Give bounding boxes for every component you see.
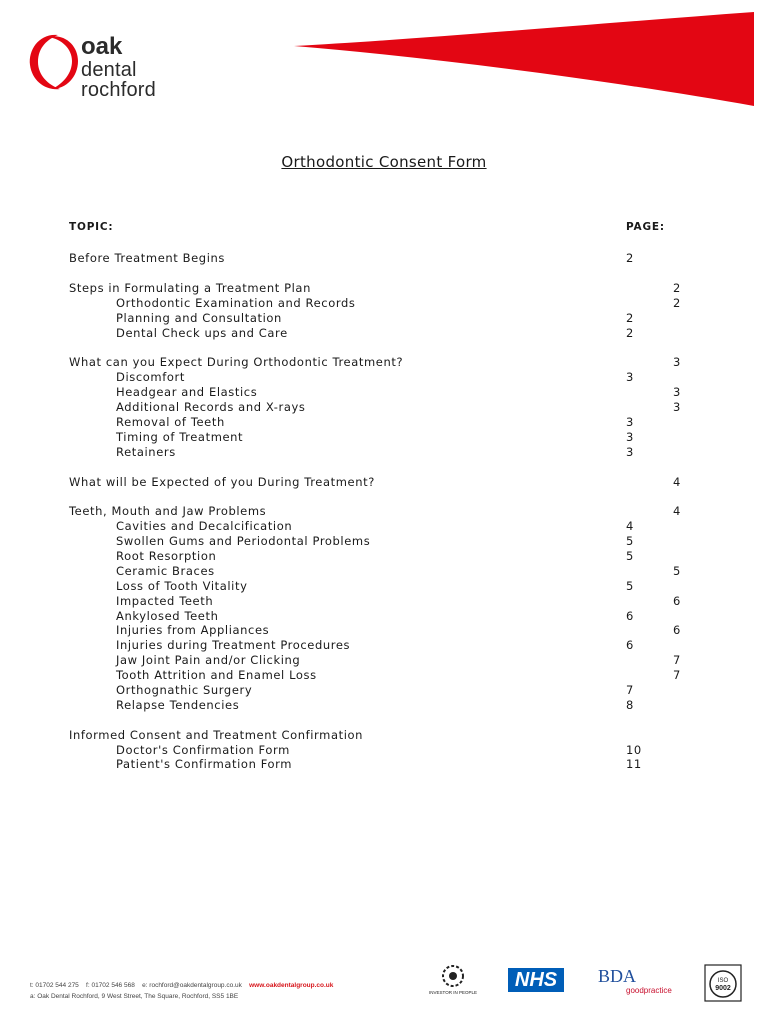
toc-item-page: 3: [626, 370, 634, 384]
toc-item-label: Dental Check ups and Care: [116, 326, 288, 340]
toc-item-page: 5: [626, 579, 634, 593]
toc-item-page: 2: [626, 251, 634, 265]
toc-item-label: Orthognathic Surgery: [116, 683, 253, 697]
toc-item-label: Ankylosed Teeth: [116, 609, 219, 623]
toc-item-page: 6: [673, 594, 681, 608]
toc-item-label: Orthodontic Examination and Records: [116, 296, 356, 310]
toc-subitem: [116, 534, 690, 549]
toc-item-page: 2: [626, 326, 634, 340]
toc-item-page: 5: [626, 534, 634, 548]
toc-subitem: [116, 445, 690, 460]
toc-item-label: Informed Consent and Treatment Confirmation: [69, 728, 364, 742]
toc-item-label: Planning and Consultation: [116, 311, 282, 325]
toc-item-label: What can you Expect During Orthodontic Treatment?: [69, 355, 404, 369]
toc-item-label: Removal of Teeth: [116, 415, 225, 429]
page-title: Orthodontic Consent Form: [281, 153, 487, 171]
logo-line-dental: dental: [81, 59, 137, 81]
nhs-logo: NHS: [508, 968, 564, 992]
toc-section: [69, 504, 690, 519]
toc-item-label: Loss of Tooth Vitality: [116, 579, 248, 593]
toc-subitem: [116, 623, 690, 638]
toc-item-label: What will be Expected of you During Treatment?: [69, 475, 375, 489]
toc-item-label: Steps in Formulating a Treatment Plan: [69, 281, 311, 295]
toc-subitem: [116, 698, 690, 713]
toc-item-label: Patient's Confirmation Form: [116, 757, 293, 771]
toc-subitem: [116, 564, 690, 579]
toc-item-label: Impacted Teeth: [116, 594, 214, 608]
toc-item-label: Jaw Joint Pain and/or Clicking: [116, 653, 301, 667]
bda-good-practice-badge: [590, 966, 680, 996]
toc-item-page: 6: [626, 609, 634, 623]
svg-text:ISO: ISO: [717, 978, 729, 984]
toc-subitem: [116, 638, 690, 653]
footer-line-1: [30, 980, 333, 991]
toc-item-page: 2: [673, 296, 681, 310]
toc-subitem: [116, 311, 690, 326]
footer-email: e: rochford@oakdentalgroup.co.uk: [142, 982, 242, 989]
toc-subitem: [116, 668, 690, 683]
red-swoosh-decoration: [290, 10, 760, 110]
toc-item-label: Injuries during Treatment Procedures: [116, 638, 351, 652]
logo-wordmark: [81, 34, 156, 100]
toc-item-label: Relapse Tendencies: [116, 698, 240, 712]
toc-header-topic: TOPIC:: [69, 221, 114, 233]
toc-subitem: [116, 743, 690, 758]
toc-subitem: [116, 400, 690, 415]
toc-item-page: 2: [626, 311, 634, 325]
footer-fax: f: 01702 546 568: [86, 982, 135, 989]
toc-header-row: [69, 220, 689, 235]
toc-subitem: [116, 594, 690, 609]
toc-item-label: Headgear and Elastics: [116, 385, 258, 399]
investors-in-people-badge: [428, 963, 478, 995]
toc-subitem: [116, 579, 690, 594]
toc-item-page: 3: [626, 415, 634, 429]
toc-item-label: Root Resorption: [116, 549, 217, 563]
toc-item-label: Cavities and Decalcification: [116, 519, 293, 533]
toc-item-label: Tooth Attrition and Enamel Loss: [116, 668, 317, 682]
toc-subitem: [116, 385, 690, 400]
svg-text:9002: 9002: [715, 985, 731, 992]
toc-item-page: 4: [673, 504, 681, 518]
logo-line-rochford: rochford: [81, 79, 156, 101]
toc-item-page: 11: [626, 757, 642, 771]
toc-subitem: [116, 519, 690, 534]
toc-item-page: 3: [626, 445, 634, 459]
toc-item-label: Swollen Gums and Periodontal Problems: [116, 534, 371, 548]
logo-line-oak: oak: [81, 33, 123, 60]
toc-subitem: [116, 757, 690, 772]
toc-section: [69, 251, 690, 266]
oak-dental-logo-icon: [28, 31, 80, 93]
toc-subitem: [116, 326, 690, 341]
toc-item-page: 3: [673, 400, 681, 414]
toc-subitem: [116, 430, 690, 445]
footer-contact-info: [30, 980, 333, 1002]
toc-item-label: Ceramic Braces: [116, 564, 215, 578]
toc-item-label: Teeth, Mouth and Jaw Problems: [69, 504, 267, 518]
toc-section: [69, 475, 690, 490]
toc-item-page: 3: [673, 355, 681, 369]
toc-item-page: 4: [626, 519, 634, 533]
toc-section: [69, 728, 690, 743]
toc-item-page: 6: [626, 638, 634, 652]
toc-item-label: Timing of Treatment: [116, 430, 244, 444]
toc-item-page: 4: [673, 475, 681, 489]
toc-item-page: 8: [626, 698, 634, 712]
bda-good-practice-label: goodpractice: [626, 986, 672, 995]
toc-item-page: 3: [673, 385, 681, 399]
toc-item-label: Before Treatment Begins: [69, 251, 225, 265]
toc-item-page: 5: [626, 549, 634, 563]
toc-subitem: [116, 415, 690, 430]
toc-section: [69, 281, 690, 296]
toc-subitem: [116, 549, 690, 564]
toc-item-label: Additional Records and X-rays: [116, 400, 306, 414]
toc-subitem: [116, 370, 690, 385]
toc-subitem: [116, 609, 690, 624]
toc-item-page: 7: [673, 668, 681, 682]
toc-item-page: 7: [673, 653, 681, 667]
toc-item-page: 2: [673, 281, 681, 295]
laurel-wreath-icon: [440, 963, 466, 989]
iso-9002-seal-icon: [703, 963, 743, 1003]
toc-section: [69, 355, 690, 370]
toc-item-page: 7: [626, 683, 634, 697]
toc-item-page: 3: [626, 430, 634, 444]
footer-address: a: Oak Dental Rochford, 9 West Street, The Square, Rochford, SS5 1BE: [30, 993, 239, 1000]
toc-item-label: Retainers: [116, 445, 176, 459]
toc-header-page: PAGE:: [626, 221, 665, 233]
toc-subitem: [116, 653, 690, 668]
bda-label: BDA: [598, 966, 637, 986]
toc-item-page: 5: [673, 564, 681, 578]
toc-item-page: 6: [673, 623, 681, 637]
footer-website-link[interactable]: www.oakdentalgroup.co.uk: [249, 982, 334, 989]
toc-item-label: Doctor's Confirmation Form: [116, 743, 290, 757]
toc-item-page: 10: [626, 743, 642, 757]
toc-subitem: [116, 683, 690, 698]
toc-item-label: Discomfort: [116, 370, 185, 384]
investors-in-people-label: INVESTOR IN PEOPLE: [429, 990, 477, 995]
toc-subitem: [116, 296, 690, 311]
footer-phone: t: 01702 544 275: [30, 982, 79, 989]
toc-item-label: Injuries from Appliances: [116, 623, 270, 637]
